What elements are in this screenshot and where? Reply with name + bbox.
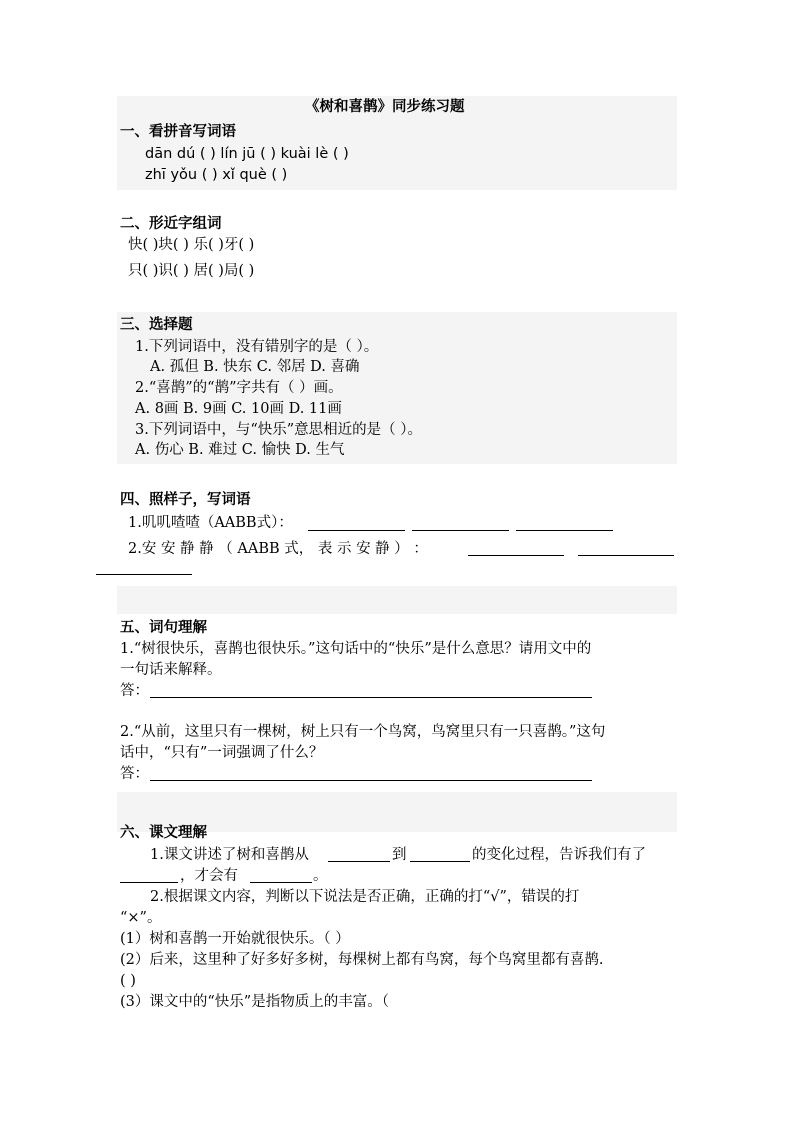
question-3-3: 3.下列词语中，与“快乐”意思相近的是（ ）。 [135, 422, 423, 438]
answer-line[interactable] [150, 780, 592, 781]
answer-line[interactable] [96, 574, 192, 575]
char-row-2: 只( )识( ) 居( )局( ) [128, 263, 255, 279]
options-3-2: A. 8画 B. 9画 C. 10画 D. 11画 [135, 401, 342, 417]
judgement-3: (3）课文中的“快乐”是指物质上的丰富。（ [120, 994, 389, 1010]
question-6-1-part-b: 到 [392, 847, 407, 863]
fill-blank[interactable] [328, 861, 390, 862]
question-6-1-part-a: 1.课文讲述了树和喜鹊从 [150, 847, 309, 863]
shade-band [117, 586, 677, 614]
question-5-1-line-2: 一句话来解释。 [120, 662, 222, 678]
section-heading-1: 一、看拼音写词语 [120, 123, 236, 140]
question-5-2-line-2: 话中，“只有”一词强调了什么？ [120, 745, 324, 761]
answer-line[interactable] [578, 555, 674, 556]
section-heading-3: 三、选择题 [120, 316, 193, 333]
judgement-2-line-2: ( ) [120, 973, 136, 989]
char-row-1: 快( )块( ) 乐( )牙( ) [128, 237, 255, 253]
question-4-2: 2.安 安 静 静 （ AABB 式， 表 示 安 静 ） ： [128, 541, 428, 557]
page-title: 《树和喜鹊》同步练习题 [305, 98, 465, 115]
section-heading-5: 五、词句理解 [120, 619, 207, 636]
answer-label: 答： [120, 766, 149, 782]
section-heading-6: 六、课文理解 [120, 824, 207, 841]
question-5-2-line-1: 2.“从前，这里只有一棵树，树上只有一个鸟窝，鸟窝里只有一只喜鹊。”这句 [120, 724, 606, 740]
answer-line[interactable] [308, 530, 405, 531]
pinyin-row-1: dān dú ( ) lín jū ( ) kuài lè ( ) [145, 146, 349, 162]
fill-blank[interactable] [120, 882, 178, 883]
options-3-1: A. 孤但 B. 快东 C. 邻居 D. 喜确 [150, 359, 360, 375]
question-3-2: 2.“喜鹊”的“鹊”字共有（ ）画。 [135, 380, 343, 396]
answer-label: 答： [120, 683, 149, 699]
question-6-1-part-c: 的变化过程，告诉我们有了 [472, 847, 646, 863]
question-6-2-line-1: 2.根据课文内容，判断以下说法是否正确，正确的打“√”，错误的打 [150, 889, 580, 905]
question-6-1-part-e: 。 [313, 868, 328, 884]
question-3-1: 1.下列词语中，没有错别字的是（ ）。 [135, 339, 379, 355]
question-6-2-line-2: “×”。 [120, 910, 162, 926]
section-heading-4: 四、照样子，写词语 [120, 491, 251, 508]
judgement-2-line-1: (2）后来，这里种了好多好多树，每棵树上都有鸟窝，每个鸟窝里都有喜鹊. [120, 952, 604, 968]
answer-line[interactable] [468, 555, 564, 556]
section-heading-2: 二、形近字组词 [120, 215, 222, 232]
fill-blank[interactable] [410, 861, 470, 862]
answer-line[interactable] [150, 697, 592, 698]
answer-line[interactable] [412, 530, 509, 531]
question-5-1-line-1: 1.“树很快乐，喜鹊也很快乐。”这句话中的“快乐”是什么意思？请用文中的 [120, 641, 592, 657]
judgement-1: (1）树和喜鹊一开始就很快乐。（ ） [120, 931, 350, 947]
question-4-1: 1.叽叽喳喳（AABB式）： [128, 515, 293, 531]
options-3-3: A. 伤心 B. 难过 C. 愉快 D. 生气 [135, 442, 345, 458]
question-6-1-part-d: ，才会有 [180, 868, 238, 884]
answer-line[interactable] [516, 530, 613, 531]
pinyin-row-2: zhī yǒu ( ) xǐ què ( ) [145, 167, 288, 183]
fill-blank[interactable] [250, 882, 312, 883]
